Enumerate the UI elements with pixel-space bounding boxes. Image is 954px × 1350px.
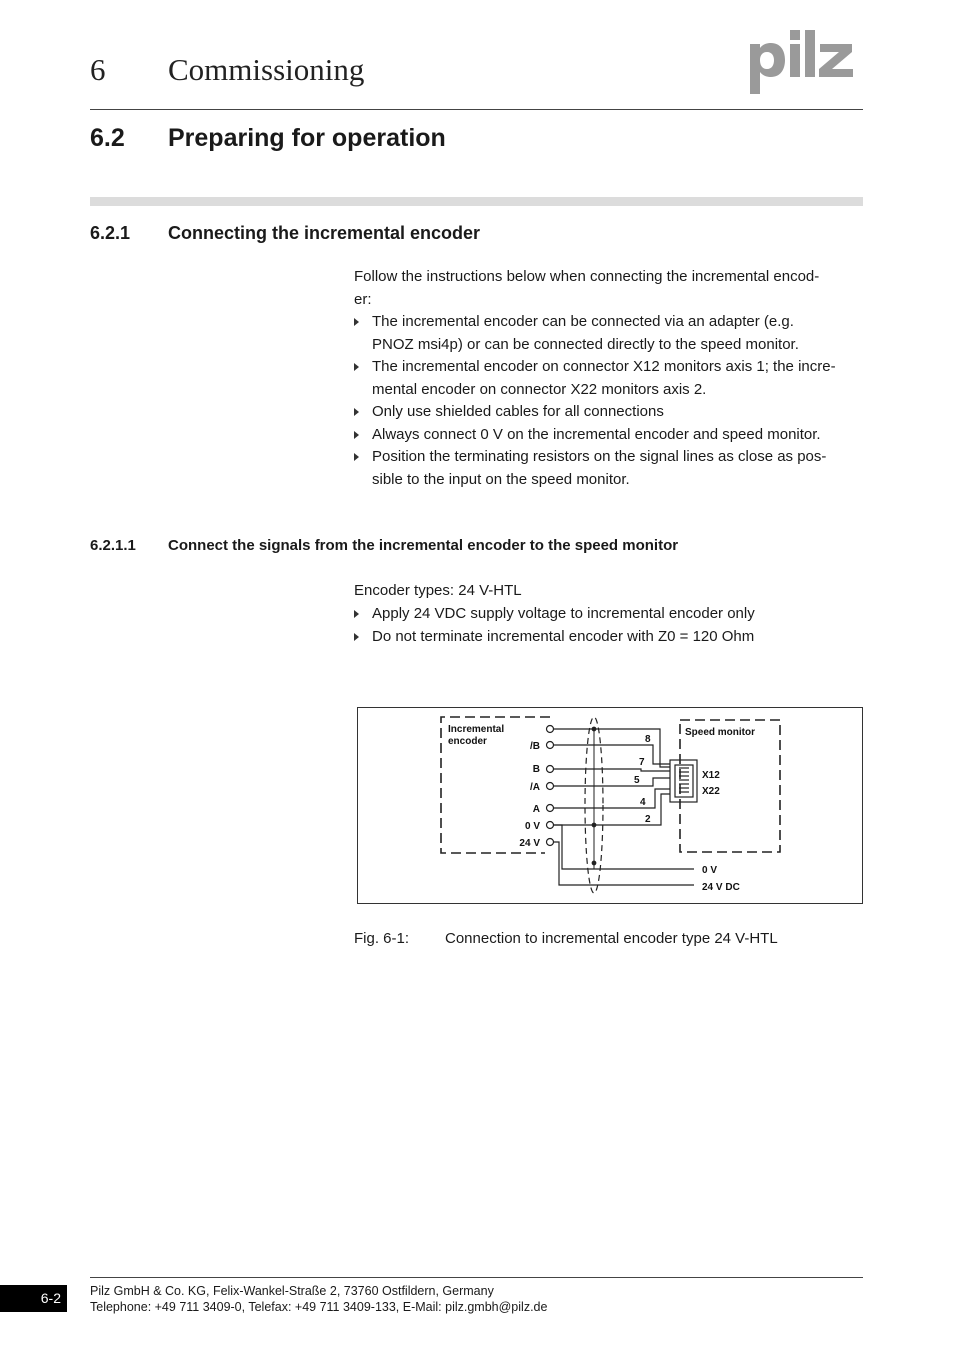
arrow-icon: [354, 453, 359, 461]
terminal-label: B: [532, 764, 540, 775]
list-item: [354, 356, 864, 401]
list-item-text: Do not terminate incremental encoder with Z0 = 120 Ohm: [372, 627, 755, 645]
subsubsection-number: 6.2.1.1: [90, 537, 136, 554]
arrow-icon: [354, 363, 359, 371]
shield-node: [592, 823, 596, 827]
speed-monitor-boundary: [680, 720, 780, 852]
pin-number: 2: [645, 814, 651, 825]
figure-caption-number: Fig. 6-1:: [354, 930, 410, 947]
list-item-line: Only use shielded cables for all connections: [372, 403, 664, 420]
terminal-label: /A: [530, 782, 540, 793]
shield-node: [592, 861, 596, 865]
header-rule: [90, 109, 863, 110]
instruction-list: [354, 311, 864, 491]
pin-number: 8: [645, 734, 651, 745]
wiring-diagram: [357, 707, 863, 904]
figure-caption-text: Connection to incremental encoder type 24 V-HTL: [445, 930, 778, 947]
subsection-title: Connecting the incremental encoder: [168, 223, 481, 243]
list-item-line: The incremental encoder on connector X12 monitors axis 1; the incre-: [372, 358, 836, 375]
arrow-icon: [354, 431, 359, 439]
connector-label: X12: [702, 770, 720, 781]
encoder-types: Encoder types: 24 V-HTL: [354, 582, 522, 599]
list-item: [354, 626, 864, 649]
subsubsection-title: Connect the signals from the incremental encoder to the speed monitor: [168, 537, 679, 554]
list-item-line: mental encoder on connector X22 monitors axis 2.: [372, 380, 707, 398]
pin-number: 7: [639, 757, 645, 768]
section-divider: [90, 197, 863, 206]
signal-wires: [553, 729, 694, 885]
chapter-number: 6: [90, 52, 106, 87]
section-number: 6.2: [90, 124, 125, 152]
supply-label: 24 V DC: [702, 882, 740, 893]
page-number: 6-2: [0, 1285, 67, 1312]
list-item-line: sible to the input on the speed monitor.: [372, 470, 630, 488]
intro-paragraph: [354, 266, 864, 311]
list-item: [354, 603, 864, 626]
terminal: [547, 766, 554, 773]
list-item: [354, 446, 864, 491]
connector-label: X22: [702, 786, 720, 797]
terminal: [547, 822, 554, 829]
terminal: [547, 783, 554, 790]
terminal-label: /B: [530, 741, 540, 752]
list-item-line: Position the terminating resistors on the signal lines as close as pos-: [372, 448, 827, 465]
arrow-icon: [354, 318, 359, 326]
footer-line: Telephone: +49 711 3409-0, Telefax: +49 711 3409-133, E-Mail: pilz.gmbh@pilz.de: [90, 1300, 548, 1314]
pin-number: 5: [634, 775, 640, 786]
list-item-line: PNOZ msi4p) or can be connected directly to the speed monitor.: [372, 335, 799, 353]
list-item: [354, 401, 864, 424]
arrow-icon: [354, 408, 359, 416]
list-item-text: Apply 24 VDC supply voltage to incremental encoder only: [372, 605, 755, 622]
arrow-icon: [354, 633, 359, 641]
terminal: [547, 726, 554, 733]
terminal: [547, 742, 554, 749]
encoder-label: Incremental: [448, 724, 505, 735]
shield-node: [592, 727, 596, 731]
encoder-label: encoder: [448, 736, 487, 747]
list-item: [354, 311, 864, 356]
list-item-line: The incremental encoder can be connected via an adapter (e.g.: [372, 313, 794, 330]
footer-line: Pilz GmbH & Co. KG, Felix-Wankel-Straße 2, 73760 Ostfildern, Germany: [90, 1284, 494, 1298]
section-title: Preparing for operation: [168, 124, 446, 152]
encoder-terminals: [547, 726, 554, 846]
intro-line: er:: [354, 290, 372, 308]
pilz-logo: [748, 26, 864, 96]
footer-rule: [90, 1277, 863, 1278]
footer-address: [90, 1283, 547, 1315]
pin-number: 4: [640, 797, 646, 808]
supply-label: 0 V: [702, 865, 718, 876]
intro-line: Follow the instructions below when connecting the incremental encod-: [354, 268, 820, 285]
terminal-label: 24 V: [519, 838, 540, 849]
terminal-label: A: [532, 804, 540, 815]
terminal: [547, 839, 554, 846]
rj45-connector-icon: [670, 760, 697, 802]
terminal-label: 0 V: [524, 821, 540, 832]
list-item: [354, 424, 864, 447]
list-item-line: Always connect 0 V on the incremental encoder and speed monitor.: [372, 425, 821, 443]
terminal: [547, 805, 554, 812]
encoder-instruction-list: [354, 603, 864, 648]
subsection-number: 6.2.1: [90, 223, 131, 243]
chapter-title: Commissioning: [168, 52, 365, 87]
arrow-icon: [354, 610, 359, 618]
speed-monitor-label: Speed monitor: [685, 727, 756, 738]
